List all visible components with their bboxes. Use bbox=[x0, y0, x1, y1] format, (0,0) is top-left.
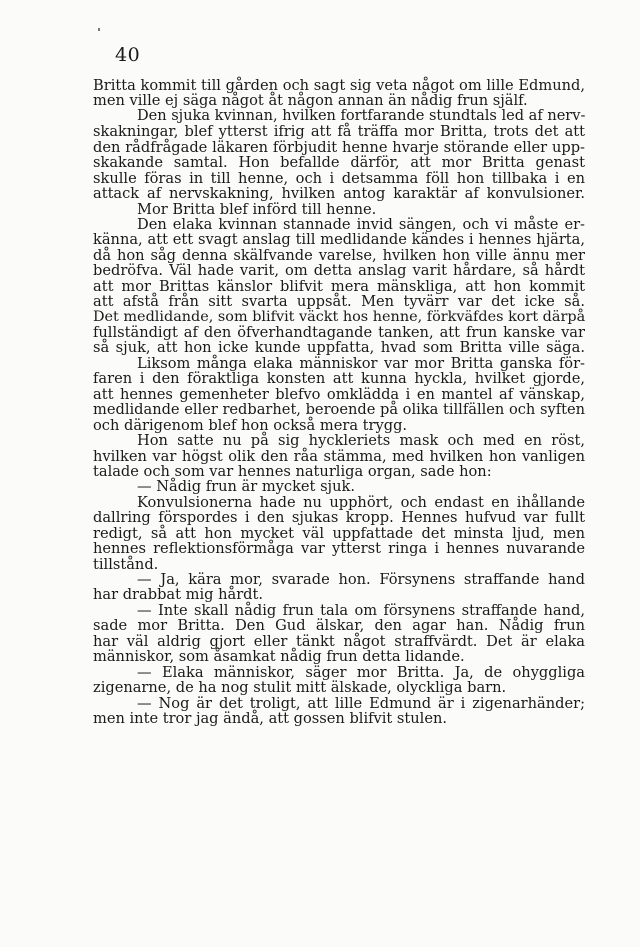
text-line: har drabbat mig hårdt. bbox=[93, 586, 264, 604]
text-line: att mor Brittas känslor blifvit mera mänskliga, att hon kommit bbox=[93, 277, 585, 295]
text-line: Det medlidande, som blifvit väckt hos henne, förkväfdes kort därpå bbox=[93, 308, 586, 325]
text-line: att hennes gemenheter blefvo omklädda i en mantel af vänskap, bbox=[93, 385, 585, 403]
text-line: — Ja, kära mor, svarade hon. Försynens straffande hand bbox=[137, 571, 585, 588]
text-line: att afstå från sitt svarta uppsåt. Men tyvärr var det icke så. bbox=[93, 293, 585, 311]
text-line: skakande samtal. Hon befallde därför, att mor Britta genast bbox=[93, 154, 585, 172]
body-text bbox=[93, 78, 585, 726]
text-line: — Nog är det troligt, att lille Edmund är i zigenarhänder; bbox=[137, 694, 585, 712]
text-line: har väl aldrig gjort eller tänkt något straffvärdt. Det är elaka bbox=[93, 632, 585, 650]
text-line: fullständigt af den öfverhandtagande tanken, att frun kanske var bbox=[93, 324, 585, 341]
text-line: känna, att ett svagt anslag till medlidande kändes i hennes hjärta, bbox=[93, 231, 585, 249]
text-line: attack af nervskakning, hvilken antog karaktär af konvulsioner. bbox=[93, 185, 585, 203]
text-line: Den sjuka kvinnan, hvilken fortfarande stundtals led af nerv- bbox=[137, 107, 586, 124]
page-number: 40 bbox=[115, 44, 141, 66]
text-line: tillstånd. bbox=[93, 555, 159, 573]
text-line: bedröfva. Väl hade varit, om detta anslag varit hårdare, så hårdt bbox=[93, 262, 585, 280]
text-line: sade mor Britta. Den Gud älskar, den agar han. Nådig frun bbox=[93, 617, 585, 635]
text-line: zigenarne, de ha nog stulit mitt älskade, olyckliga barn. bbox=[93, 679, 507, 697]
text-line: men ville ej säga något åt någon annan än nådig frun själf. bbox=[93, 92, 528, 110]
text-line: talade och som var hennes naturliga organ, sade hon: bbox=[93, 462, 492, 480]
text-line: — Elaka människor, säger mor Britta. Ja, de ohyggliga bbox=[137, 663, 585, 681]
text-line: medlidande eller redbarhet, beroende på olika tillfällen och syften bbox=[93, 401, 585, 419]
text-line: hvilken var högst olik den råa stämma, med hvilken hon vanligen bbox=[93, 447, 585, 465]
text-line: — Nådig frun är mycket sjuk. bbox=[137, 478, 355, 496]
text-line: Britta kommit till gården och sagt sig veta något om lille Edmund, bbox=[93, 77, 585, 94]
text-line: Den elaka kvinnan stannade invid sängen, och vi måste er- bbox=[137, 215, 585, 233]
text-line: människor, som åsamkat nådig frun detta lidande. bbox=[93, 648, 465, 666]
text-line: faren i den föraktliga konsten att kunna hyckla, hvilket gjorde, bbox=[93, 370, 585, 388]
text-line: men inte tror jag ändå, att gossen blifvit stulen. bbox=[93, 709, 448, 727]
text-line: Mor Britta blef införd till henne. bbox=[137, 200, 377, 218]
text-line: så sjuk, att hon icke kunde uppfatta, hvad som Britta ville säga. bbox=[93, 339, 585, 357]
text-line: hennes reflektionsförmåga var ytterst ringa i hennes nuvarande bbox=[93, 540, 585, 558]
print-speck bbox=[98, 28, 100, 31]
text-line: då hon såg denna skälfvande varelse, hvilken hon ville ännu mer bbox=[93, 246, 585, 264]
text-line: Hon satte nu på sig hyckleriets mask och med en röst, bbox=[137, 432, 585, 450]
text-line: dallring förspordes i den sjukas kropp. Hennes hufvud var fullt bbox=[93, 509, 585, 527]
text-line: den rådfrågade läkaren förbjudit henne hvarje störande eller upp- bbox=[93, 138, 585, 156]
text-line: Liksom många elaka människor var mor Britta ganska för- bbox=[137, 354, 585, 372]
text-line: och därigenom blef hon också mera trygg. bbox=[93, 416, 408, 434]
text-line: — Inte skall nådig frun tala om försynens straffande hand, bbox=[137, 601, 585, 619]
text-line: skulle föras in till henne, och i detsamma föll hon tillbaka i en bbox=[93, 169, 585, 187]
text-line: redigt, så att hon mycket väl uppfattade det minsta ljud, men bbox=[93, 524, 585, 542]
text-line: Konvulsionerna hade nu upphört, och endast en ihållande bbox=[137, 493, 585, 511]
text-line: skakningar, blef ytterst ifrig att få träffa mor Britta, trots det att bbox=[93, 123, 585, 141]
